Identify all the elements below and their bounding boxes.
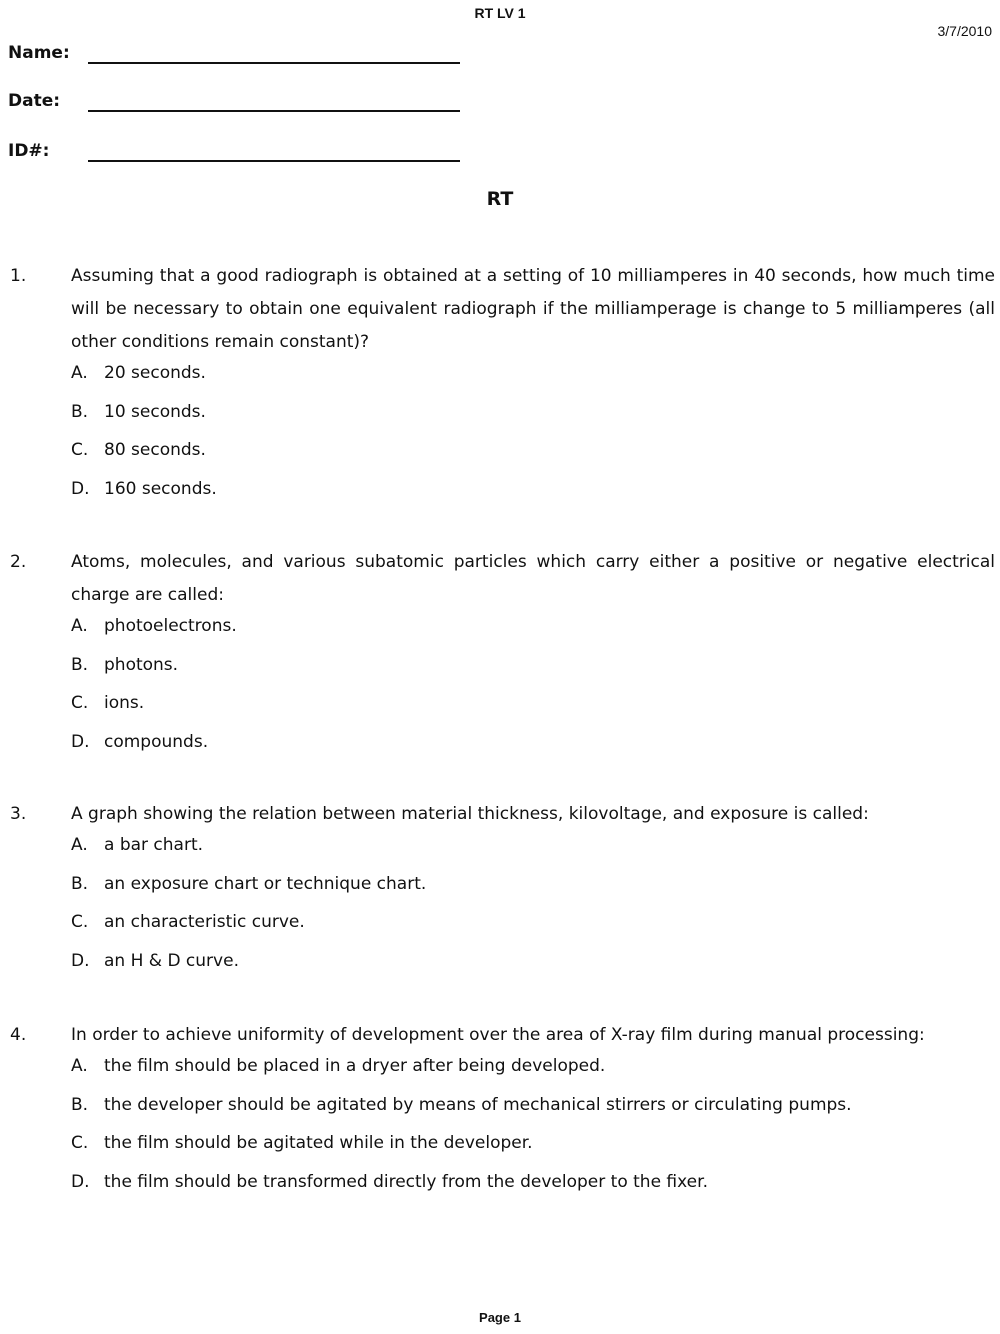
question-number: 3.	[10, 804, 27, 824]
option-text: the developer should be agitated by means of mechanical stirrers or circulating pumps.	[104, 1094, 852, 1115]
question-3	[10, 798, 995, 971]
id-blank-line	[88, 160, 460, 162]
option-letter: C.	[71, 1133, 89, 1153]
answer-option-a	[71, 1056, 995, 1076]
option-text: ions.	[104, 693, 145, 713]
answer-option-d	[71, 479, 995, 499]
option-letter: B.	[71, 654, 89, 675]
option-text: the film should be transformed directly from the developer to the fixer.	[104, 1171, 708, 1192]
answer-option-d	[71, 951, 995, 971]
option-text: 20 seconds.	[104, 363, 206, 383]
document-date: 3/7/2010	[937, 23, 992, 39]
option-letter: B.	[71, 873, 89, 894]
option-text: an characteristic curve.	[104, 912, 305, 932]
question-text: Atoms, molecules, and various subatomic particles which carry either a positive or negative electrical charge are called:	[71, 552, 995, 605]
question-2	[10, 546, 995, 752]
name-blank-line	[88, 62, 460, 64]
answer-option-c	[71, 912, 995, 932]
option-text: a bar chart.	[104, 835, 204, 855]
question-4	[10, 1019, 995, 1192]
page-number: Page 1	[479, 1310, 521, 1325]
name-label: Name:	[8, 43, 70, 63]
option-letter: A.	[71, 363, 88, 383]
option-letter: D.	[71, 950, 90, 971]
question-number: 2.	[10, 552, 27, 572]
question-text: In order to achieve uniformity of development over the area of X-ray film during manual processing:	[71, 1025, 925, 1045]
option-letter: A.	[71, 616, 88, 636]
option-text: 80 seconds.	[104, 440, 206, 460]
option-text: 160 seconds.	[104, 478, 217, 499]
answer-option-c	[71, 1133, 995, 1153]
answer-option-d	[71, 732, 995, 752]
answer-option-c	[71, 693, 995, 713]
question-text: Assuming that a good radiograph is obtained at a setting of 10 milliamperes in 40 seconds, how much time will be necessary to obtain one equivalent radiograph if the milliamperage is change to 5 milliamperes (all other conditions remain constant)?	[71, 266, 995, 352]
page-title: RT	[486, 188, 514, 210]
document-header-title: RT LV 1	[474, 5, 526, 21]
option-letter: A.	[71, 835, 88, 855]
option-letter: D.	[71, 478, 90, 499]
answer-option-b	[71, 655, 995, 675]
answer-option-b	[71, 402, 995, 422]
option-letter: D.	[71, 731, 90, 752]
question-text: A graph showing the relation between material thickness, kilovoltage, and exposure is called:	[71, 804, 869, 824]
option-text: an H & D curve.	[104, 950, 239, 971]
option-text: an exposure chart or technique chart.	[104, 873, 427, 894]
question-1	[10, 260, 995, 499]
option-letter: A.	[71, 1056, 88, 1076]
option-text: the film should be agitated while in the developer.	[104, 1133, 533, 1153]
date-label: Date:	[8, 91, 61, 111]
answer-option-a	[71, 616, 995, 636]
option-letter: B.	[71, 401, 89, 422]
answer-option-c	[71, 440, 995, 460]
option-text: 10 seconds.	[104, 401, 206, 422]
option-letter: C.	[71, 693, 89, 713]
answer-option-b	[71, 874, 995, 894]
option-text: the film should be placed in a dryer after being developed.	[104, 1056, 606, 1076]
option-letter: C.	[71, 440, 89, 460]
option-text: compounds.	[104, 731, 209, 752]
option-letter: D.	[71, 1171, 90, 1192]
answer-option-a	[71, 835, 995, 855]
answer-option-b	[71, 1095, 995, 1115]
question-number: 4.	[10, 1025, 27, 1045]
option-letter: C.	[71, 912, 89, 932]
option-letter: B.	[71, 1094, 89, 1115]
id-label: ID#:	[8, 141, 50, 161]
answer-option-d	[71, 1172, 995, 1192]
option-text: photoelectrons.	[104, 616, 237, 636]
question-number: 1.	[10, 266, 27, 286]
option-text: photons.	[104, 654, 179, 675]
answer-option-a	[71, 363, 995, 383]
date-blank-line	[88, 110, 460, 112]
